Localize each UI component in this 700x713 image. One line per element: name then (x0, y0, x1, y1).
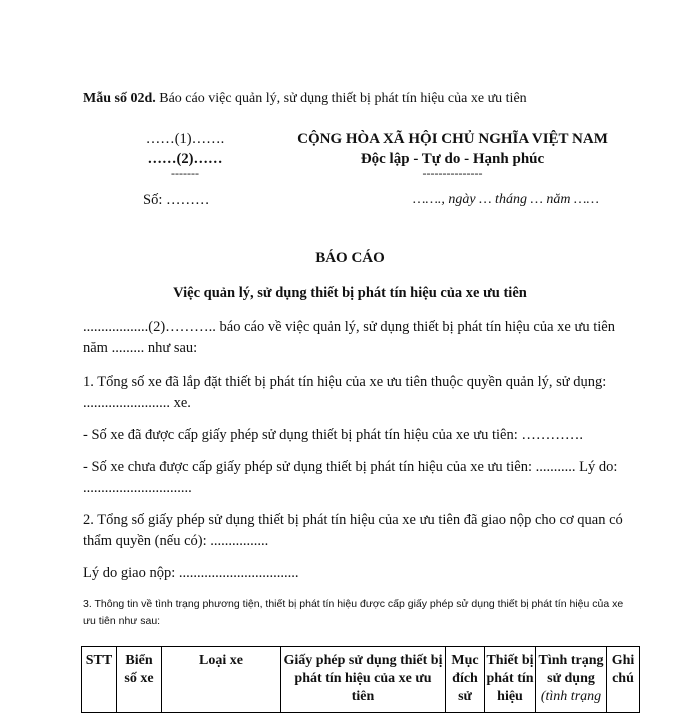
date-line: ……., ngày … tháng … năm …… (413, 192, 599, 207)
header-notes: Ghi chú (607, 647, 640, 713)
reason-line: Lý do giao nộp: ................................. (83, 565, 299, 581)
agency-line-2: ……(2)…… (147, 151, 223, 167)
item-1a: - Số xe đã được cấp giấy phép sử dụng thiết bị phát tín hiệu của xe ưu tiên: …………. (83, 427, 583, 443)
vehicle-table (81, 646, 640, 713)
intro-paragraph: ..................(2)……….. báo cáo về việc quản lý, sử dụng thiết bị phát tín hiệu của xe ưu tiên năm ......... như sau: (83, 319, 615, 356)
agency-line-1: ……(1)……. (145, 131, 225, 147)
header-vehicle-type: Loại xe (162, 647, 281, 713)
form-number: Mẫu số 02d. (83, 91, 156, 106)
header-purpose: Mục đích sử (446, 647, 485, 713)
header-plate: Biển số xe (117, 647, 162, 713)
item-3: 3. Thông tin về tình trạng phương tiện, thiết bị phát tín hiệu được cấp giấy phép sử dụng thiết bị phát tín hiệu của xe ưu tiên như sau: (83, 598, 624, 627)
right-divider: --------------- (422, 166, 483, 180)
item-2: 2. Tổng số giấy phép sử dụng thiết bị phát tín hiệu của xe ưu tiên đã giao nộp cho cơ quan có thẩm quyền (nếu có): ................ (83, 512, 623, 549)
header-stt: STT (82, 647, 117, 713)
report-title: BÁO CÁO (315, 250, 385, 266)
header-device: Thiết bị phát tín hiệu (485, 647, 536, 713)
header-usage-status: Tình trạng sử dụng (tình trạng (536, 647, 607, 713)
left-divider: ------- (171, 166, 199, 180)
item-1: 1. Tổng số xe đã lắp đặt thiết bị phát tín hiệu của xe ưu tiên thuộc quyền quản lý, sử dụng: ........................ xe. (83, 374, 607, 411)
form-heading (83, 91, 527, 107)
motto: Độc lập - Tự do - Hạnh phúc (360, 151, 545, 167)
table-header-row (82, 647, 640, 713)
report-subtitle: Việc quản lý, sử dụng thiết bị phát tín hiệu của xe ưu tiên (173, 285, 527, 301)
form-title: Báo cáo việc quản lý, sử dụng thiết bị phát tín hiệu của xe ưu tiên (159, 91, 527, 106)
nation-title: CỘNG HÒA XÃ HỘI CHỦ NGHĨA VIỆT NAM (297, 131, 608, 147)
document-number: Số: ……… (143, 192, 210, 208)
header-license: Giấy phép sử dụng thiết bị phát tín hiệu của xe ưu tiên (281, 647, 446, 713)
item-1b: - Số xe chưa được cấp giấy phép sử dụng thiết bị phát tín hiệu của xe ưu tiên: ........... Lý do: .............................. (83, 459, 618, 496)
